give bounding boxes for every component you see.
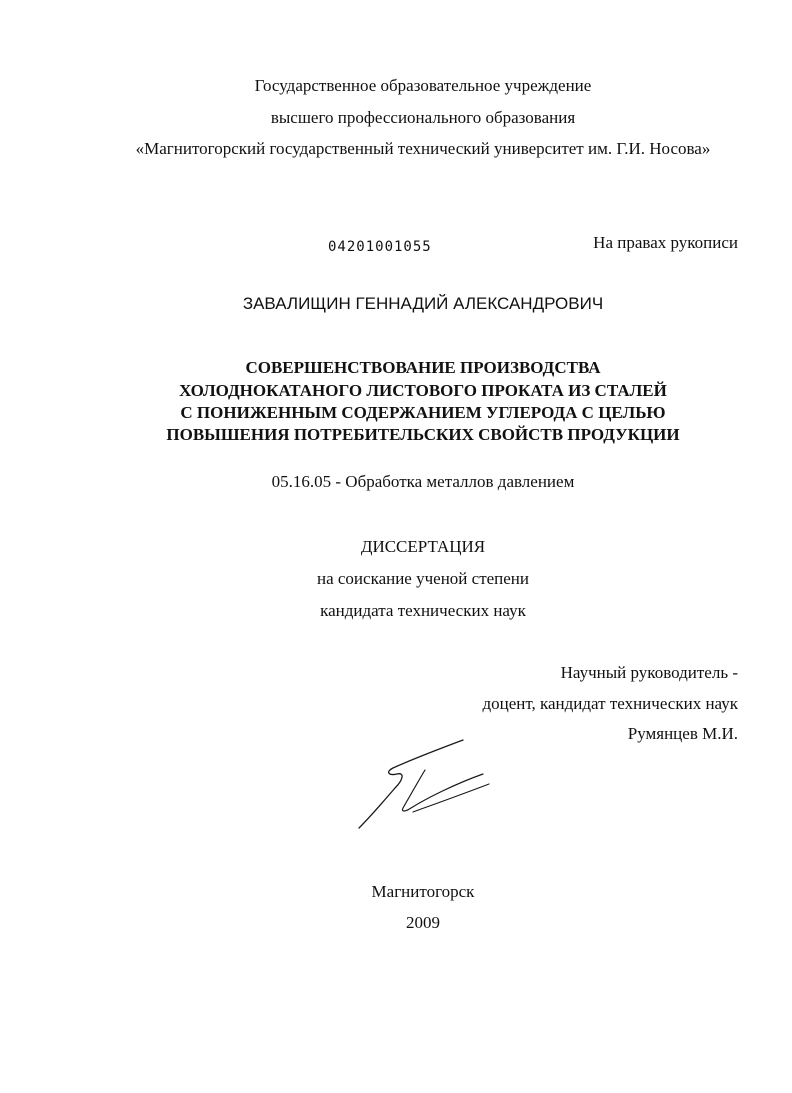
manuscript-rights: На правах рукописи (593, 233, 738, 252)
year: 2009 (406, 913, 440, 932)
author-name: ЗАВАЛИЩИН ГЕННАДИЙ АЛЕКСАНДРОВИЧ (242, 294, 604, 313)
institution-line-1: Государственное образовательное учреждение (254, 76, 592, 95)
city: Магнитогорск (371, 882, 475, 901)
title-line-3: С ПОНИЖЕННЫМ СОДЕРЖАНИЕМ УГЛЕРОДА С ЦЕЛЬЮ (180, 403, 666, 422)
supervisor-name: Румянцев М.И. (627, 724, 738, 743)
work-type-line-1: на соискание ученой степени (316, 569, 530, 588)
work-type-line-2: кандидата технических наук (320, 601, 526, 620)
institution-line-2: высшего профессионального образования (270, 108, 576, 127)
catalog-number: 04201001055 (328, 239, 432, 255)
supervisor-label: Научный руководитель - (560, 663, 738, 682)
title-line-4: ПОВЫШЕНИЯ ПОТРЕБИТЕЛЬСКИХ СВОЙСТВ ПРОДУКЦИИ (166, 425, 680, 444)
supervisor-position: доцент, кандидат технических наук (482, 694, 738, 713)
specialty-code: 05.16.05 - Обработка металлов давлением (271, 472, 575, 491)
institution-line-3: «Магнитогорский государственный технический университет им. Г.И. Носова» (135, 139, 711, 158)
title-line-2: ХОЛОДНОКАТАНОГО ЛИСТОВОГО ПРОКАТА ИЗ СТАЛЕЙ (179, 381, 667, 400)
handwritten-signature (355, 738, 505, 833)
title-line-1: СОВЕРШЕНСТВОВАНИЕ ПРОИЗВОДСТВА (245, 358, 601, 377)
work-type-heading: ДИССЕРТАЦИЯ (360, 537, 486, 556)
